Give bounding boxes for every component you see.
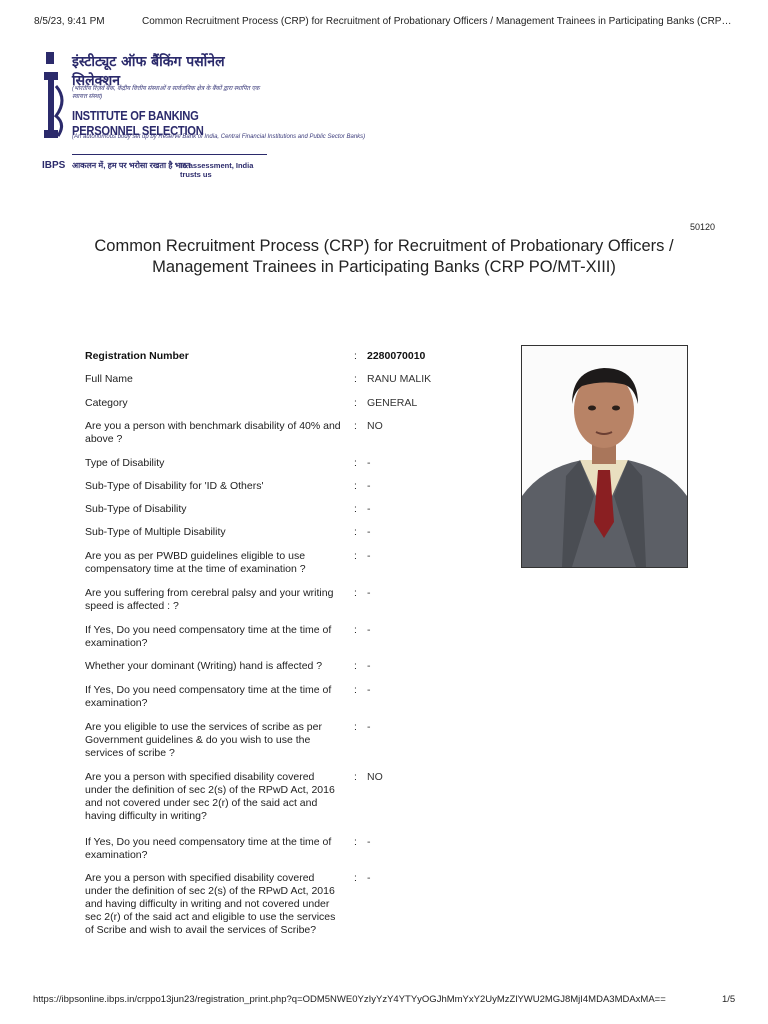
field-value: - (367, 503, 371, 515)
logo-motto-english: In assessment, India trusts us (180, 161, 254, 179)
print-datetime: 8/5/23, 9:41 PM (34, 16, 105, 27)
field-value: - (367, 872, 371, 884)
field-value: NO (367, 771, 383, 783)
print-page-title: Common Recruitment Process (CRP) for Recruitment of Probationary Officers / Management Trainees in Participating Banks (CRP… (142, 16, 732, 27)
field-colon: : (354, 503, 357, 515)
field-value: - (367, 526, 371, 538)
field-value: 2280070010 (367, 350, 426, 362)
field-colon: : (354, 420, 357, 432)
field-colon: : (354, 771, 357, 783)
field-value: - (367, 587, 371, 599)
field-label: Are you a person with benchmark disability of 40% and above ? (85, 420, 341, 445)
field-value: - (367, 550, 371, 562)
field-label: If Yes, Do you need compensatory time at the time of examination? (85, 684, 332, 709)
field-colon: : (354, 872, 357, 884)
field-label: Are you as per PWBD guidelines eligible to use compensatory time at the time of examination ? (85, 550, 306, 575)
ibps-abbr: IBPS (42, 160, 66, 171)
field-value: RANU MALIK (367, 373, 432, 385)
field-label: If Yes, Do you need compensatory time at the time of examination? (85, 836, 332, 861)
field-colon: : (354, 350, 357, 362)
candidate-portrait (522, 346, 687, 567)
field-label: Category (85, 397, 128, 409)
field-colon: : (354, 397, 357, 409)
field-label: Sub-Type of Disability for 'ID & Others' (85, 480, 264, 492)
field-label: Are you suffering from cerebral palsy and your writing speed is affected : ? (85, 587, 334, 612)
logo-rule (72, 154, 267, 155)
candidate-photo (521, 345, 688, 568)
logo-hindi-sub: (भारतीय रिज़र्व बैंक, केंद्रीय वित्तीय संस्थाओं व सार्वजनिक क्षेत्र के बैंकों द्वारा स्थापित एक स्वायत्त संस्था) (72, 86, 260, 100)
ibps-emblem-icon (40, 50, 70, 160)
field-label: If Yes, Do you need compensatory time at the time of examination? (85, 624, 332, 649)
field-label: Sub-Type of Multiple Disability (85, 526, 226, 538)
field-colon: : (354, 721, 357, 733)
field-label: Are you eligible to use the services of scribe as per Government guidelines & do you wish to use the services of scribe ? (85, 721, 322, 759)
field-value: - (367, 836, 371, 848)
field-value: - (367, 624, 371, 636)
page-title-line-2: Management Trainees in Participating Banks (CRP PO/MT-XIII) (152, 258, 616, 276)
field-label: Are you a person with specified disability covered under the definition of sec 2(s) of the RPwD Act, 2016 and having difficulty in writing and not covered under sec 2(r) of the said act and eligible to use the services of Scribe and wish to avail the services of Scribe? (85, 872, 336, 936)
field-value: - (367, 684, 371, 696)
ibps-logo (40, 50, 366, 180)
field-label: Registration Number (85, 350, 189, 362)
field-label: Are you a person with specified disability covered under the definition of sec 2(s) of the RPwD Act, 2016 and not covered under sec 2(r) of the said act and having difficulty in writing? (85, 771, 335, 822)
field-colon: : (354, 660, 357, 672)
field-colon: : (354, 624, 357, 636)
logo-hindi-name: इंस्टीट्यूट ऑफ बैंकिंग पर्सोनेल सिलेक्शन (72, 54, 225, 89)
field-label: Type of Disability (85, 457, 165, 469)
field-colon: : (354, 550, 357, 562)
field-label: Whether your dominant (Writing) hand is affected ? (85, 660, 323, 672)
field-value: - (367, 457, 371, 469)
field-value: - (367, 660, 371, 672)
print-header (0, 12, 768, 28)
logo-english-name: INSTITUTE OF BANKING PERSONNEL SELECTION (72, 108, 204, 138)
field-colon: : (354, 526, 357, 538)
page-title-line-1: Common Recruitment Process (CRP) for Recruitment of Probationary Officers / (94, 237, 674, 255)
field-colon: : (354, 587, 357, 599)
field-value: - (367, 721, 371, 733)
field-colon: : (354, 684, 357, 696)
field-colon: : (354, 457, 357, 469)
page-title (60, 236, 708, 278)
print-url: https://ibpsonline.ibps.in/crppo13jun23/registration_print.php?q=ODM5NWE0YzIyYzY4YTYyOGJhMmYxY2UyMzZlYWU2MGJ8MjI4MDA3MDAxMA== (33, 994, 666, 1005)
field-value: GENERAL (367, 397, 418, 409)
page-number: 1/5 (722, 994, 736, 1005)
field-colon: : (354, 373, 357, 385)
logo-motto-hindi: आकलन में, हम पर भरोसा रखता है भारत (72, 161, 191, 170)
field-value: - (367, 480, 371, 492)
reference-code: 50120 (690, 222, 716, 232)
logo-english-sub: (An autonomous body set up by Reserve Bank of India, Central Financial Institutions and Public Sector Banks) (72, 134, 366, 140)
field-value: NO (367, 420, 383, 432)
field-colon: : (354, 480, 357, 492)
field-label: Full Name (85, 373, 133, 385)
field-label: Sub-Type of Disability (85, 503, 187, 515)
field-colon: : (354, 836, 357, 848)
